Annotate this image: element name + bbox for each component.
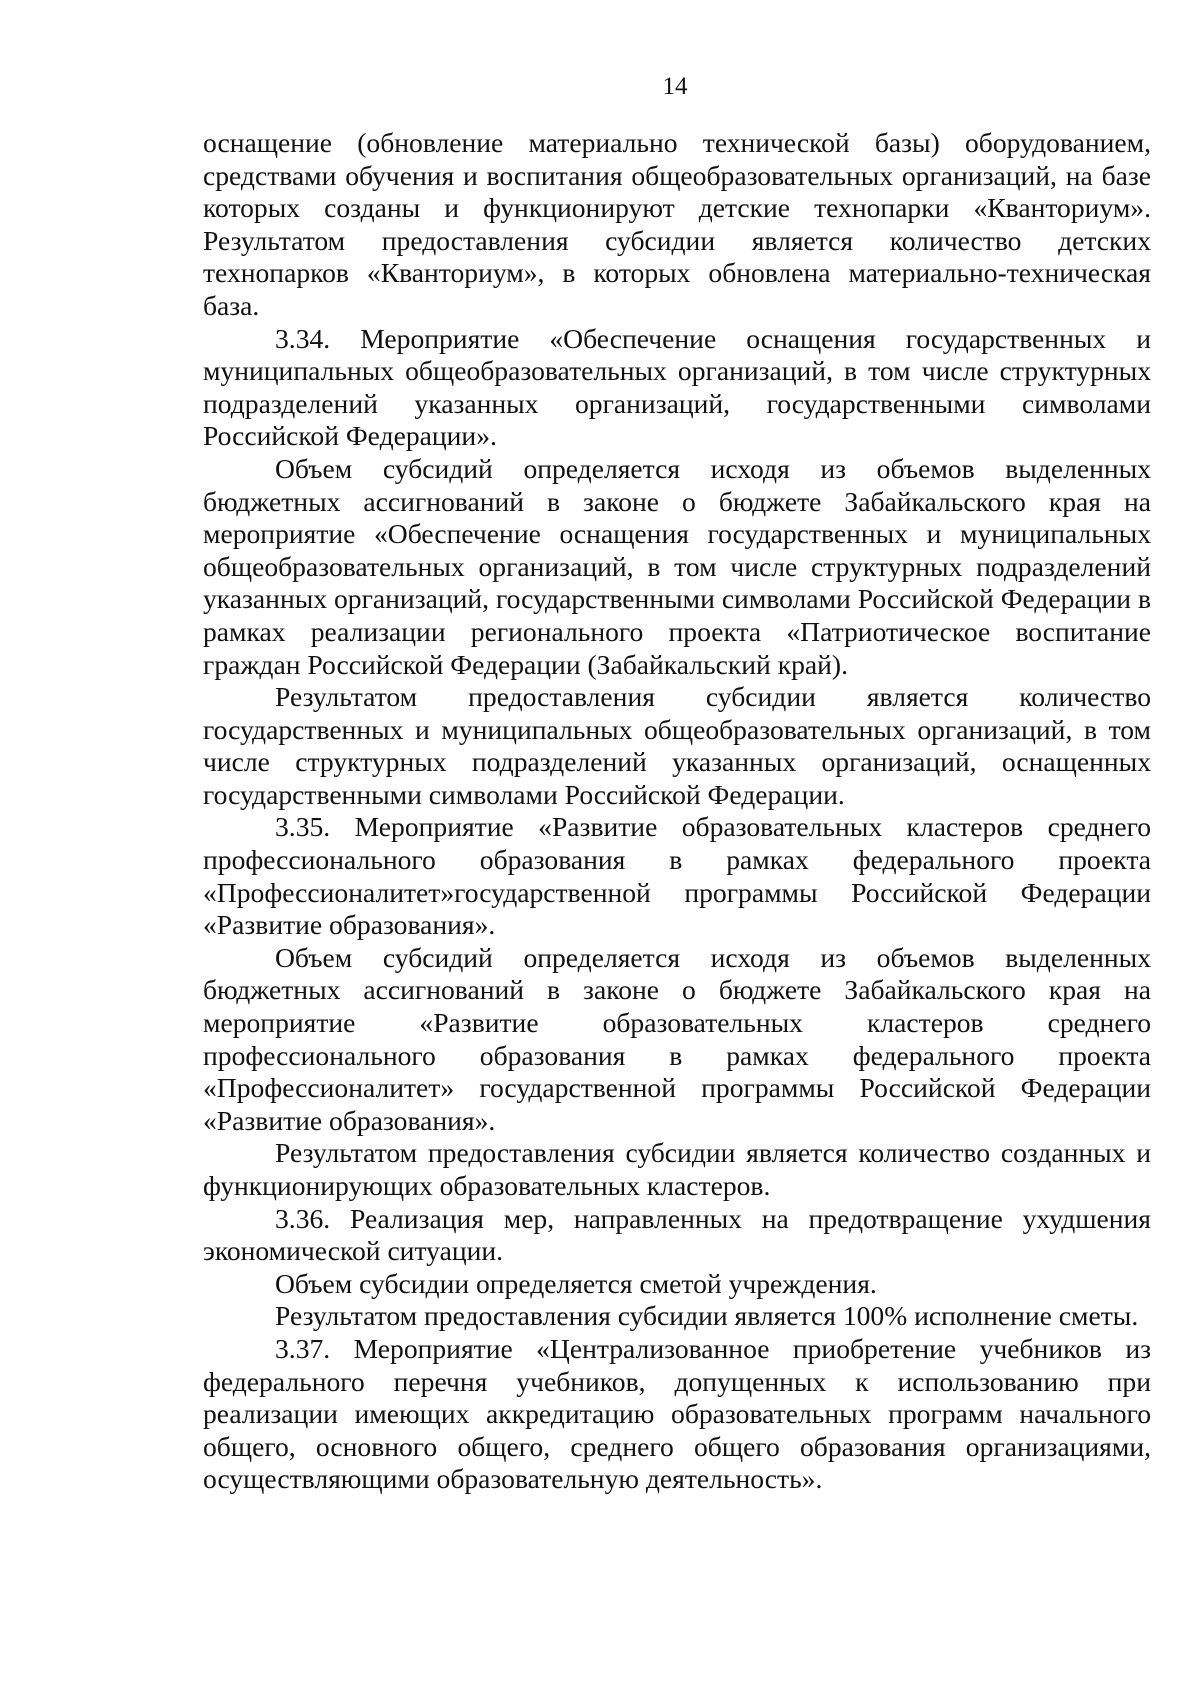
paragraph: 3.36. Реализация мер, направленных на предотвращение ухудшения экономической ситуации. (203, 1202, 1151, 1267)
paragraph: Объем субсидий определяется исходя из объемов выделенных бюджетных ассигнований в законе о бюджете Забайкальского края на мероприятие «Развитие образовательных кластеров среднего профессионального образования в рамках федерального проекта «Профессионалитет» государственной программы Российской Федерации «Развитие образования». (203, 941, 1151, 1136)
paragraph: 3.34. Мероприятие «Обеспечение оснащения государственных и муниципальных общеобразовательных организаций, в том числе структурных подразделений указанных организаций, государственными символами Российской Федерации». (203, 322, 1151, 452)
paragraph: Результатом предоставления субсидии является количество государственных и муниципальных общеобразовательных организаций, в том числе структурных подразделений указанных организаций, оснащенных государственными символами Российской Федерации. (203, 681, 1151, 810)
paragraph: Результатом предоставления субсидии является количество созданных и функционирующих образовательных кластеров. (203, 1137, 1151, 1201)
document-body (203, 127, 1151, 1496)
paragraph: 3.37. Мероприятие «Централизованное приобретение учебников из федерального перечня учебников, допущенных к использованию при реализации имеющих аккредитацию образовательных программ начального общего, основного общего, среднего общего образования организациями, осуществляющими образовательную деятельность». (203, 1332, 1151, 1495)
paragraph: 3.35. Мероприятие «Развитие образовательных кластеров среднего профессионального образования в рамках федерального проекта «Профессионалитет»государственной программы Российской Федерации «Развитие образования». (203, 811, 1151, 941)
paragraph: Результатом предоставления субсидии является 100% исполнение сметы. (275, 1300, 1139, 1332)
page-number: 14 (662, 73, 688, 100)
paragraph: Объем субсидий определяется исходя из объемов выделенных бюджетных ассигнований в законе о бюджете Забайкальского края на мероприятие «Обеспечение оснащения государственных и муниципальных общеобразовательных организаций, в том числе структурных подразделений указанных организаций, государственными символами Российской Федерации в рамках реализации регионального проекта «Патриотическое воспитание граждан Российской Федерации (Забайкальский край). (203, 452, 1151, 680)
paragraph: оснащение (обновление материально технической базы) оборудованием, средствами обучения и воспитания общеобразовательных организаций, на базе которых созданы и функционируют детские технопарки «Кванториум». Результатом предоставления субсидии является количество детских технопарков «Кванториум», в которых обновлена материально-техническая база. (203, 127, 1151, 321)
paragraph: Объем субсидии определяется сметой учреждения. (275, 1267, 877, 1299)
